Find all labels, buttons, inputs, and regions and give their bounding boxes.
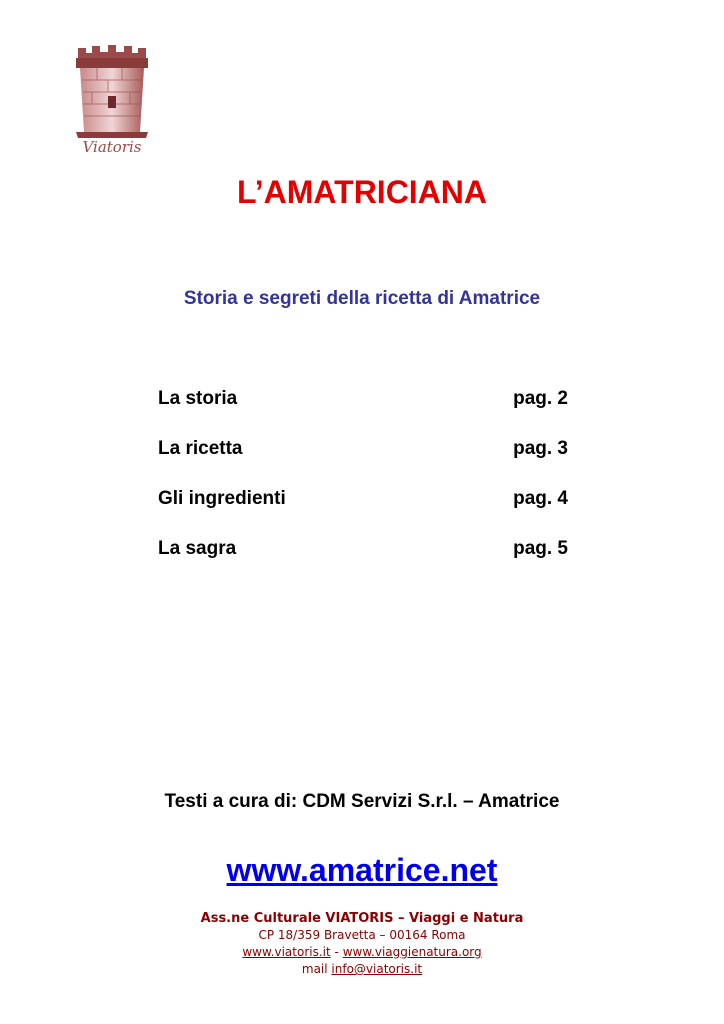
tower-icon xyxy=(76,45,148,138)
footer-links xyxy=(0,944,724,961)
toc-row-storia xyxy=(158,388,568,438)
toc-page: pag. 4 xyxy=(513,488,568,509)
toc-page: pag. 2 xyxy=(513,388,568,409)
toc-row-ingredienti xyxy=(158,488,568,538)
viatoris-link[interactable]: www.viatoris.it xyxy=(242,945,331,959)
toc-label: La sagra xyxy=(158,538,237,559)
toc-label: La storia xyxy=(158,388,238,409)
viaggienatura-link[interactable]: www.viaggienatura.org xyxy=(342,945,482,959)
toc-label: La ricetta xyxy=(158,438,243,459)
document-title: L’AMATRICIANA xyxy=(236,174,488,210)
toc-row-ricetta xyxy=(158,438,568,488)
footer xyxy=(0,910,724,978)
association-name: Ass.ne Culturale VIATORIS – Viaggi e Natura xyxy=(200,911,524,926)
toc-row-sagra xyxy=(158,538,568,588)
document-subtitle: Storia e segreti della ricetta di Amatrice xyxy=(183,288,541,309)
viatoris-logo xyxy=(62,40,162,156)
link-separator: - xyxy=(330,945,343,959)
website-link[interactable]: www.amatrice.net xyxy=(226,852,498,888)
logo-wordmark: Viatoris xyxy=(82,138,142,156)
toc-label: Gli ingredienti xyxy=(158,488,286,509)
footer-mail xyxy=(0,961,724,978)
toc-page: pag. 3 xyxy=(513,438,568,459)
table-of-contents xyxy=(158,388,568,588)
association-address: CP 18/359 Bravetta – 00164 Roma xyxy=(258,928,466,942)
email-link[interactable]: info@viatoris.it xyxy=(331,962,423,976)
credits-line: Testi a cura di: CDM Servizi S.r.l. – Amatrice xyxy=(164,791,560,812)
mail-prefix: mail xyxy=(301,962,332,976)
toc-page: pag. 5 xyxy=(513,538,568,559)
